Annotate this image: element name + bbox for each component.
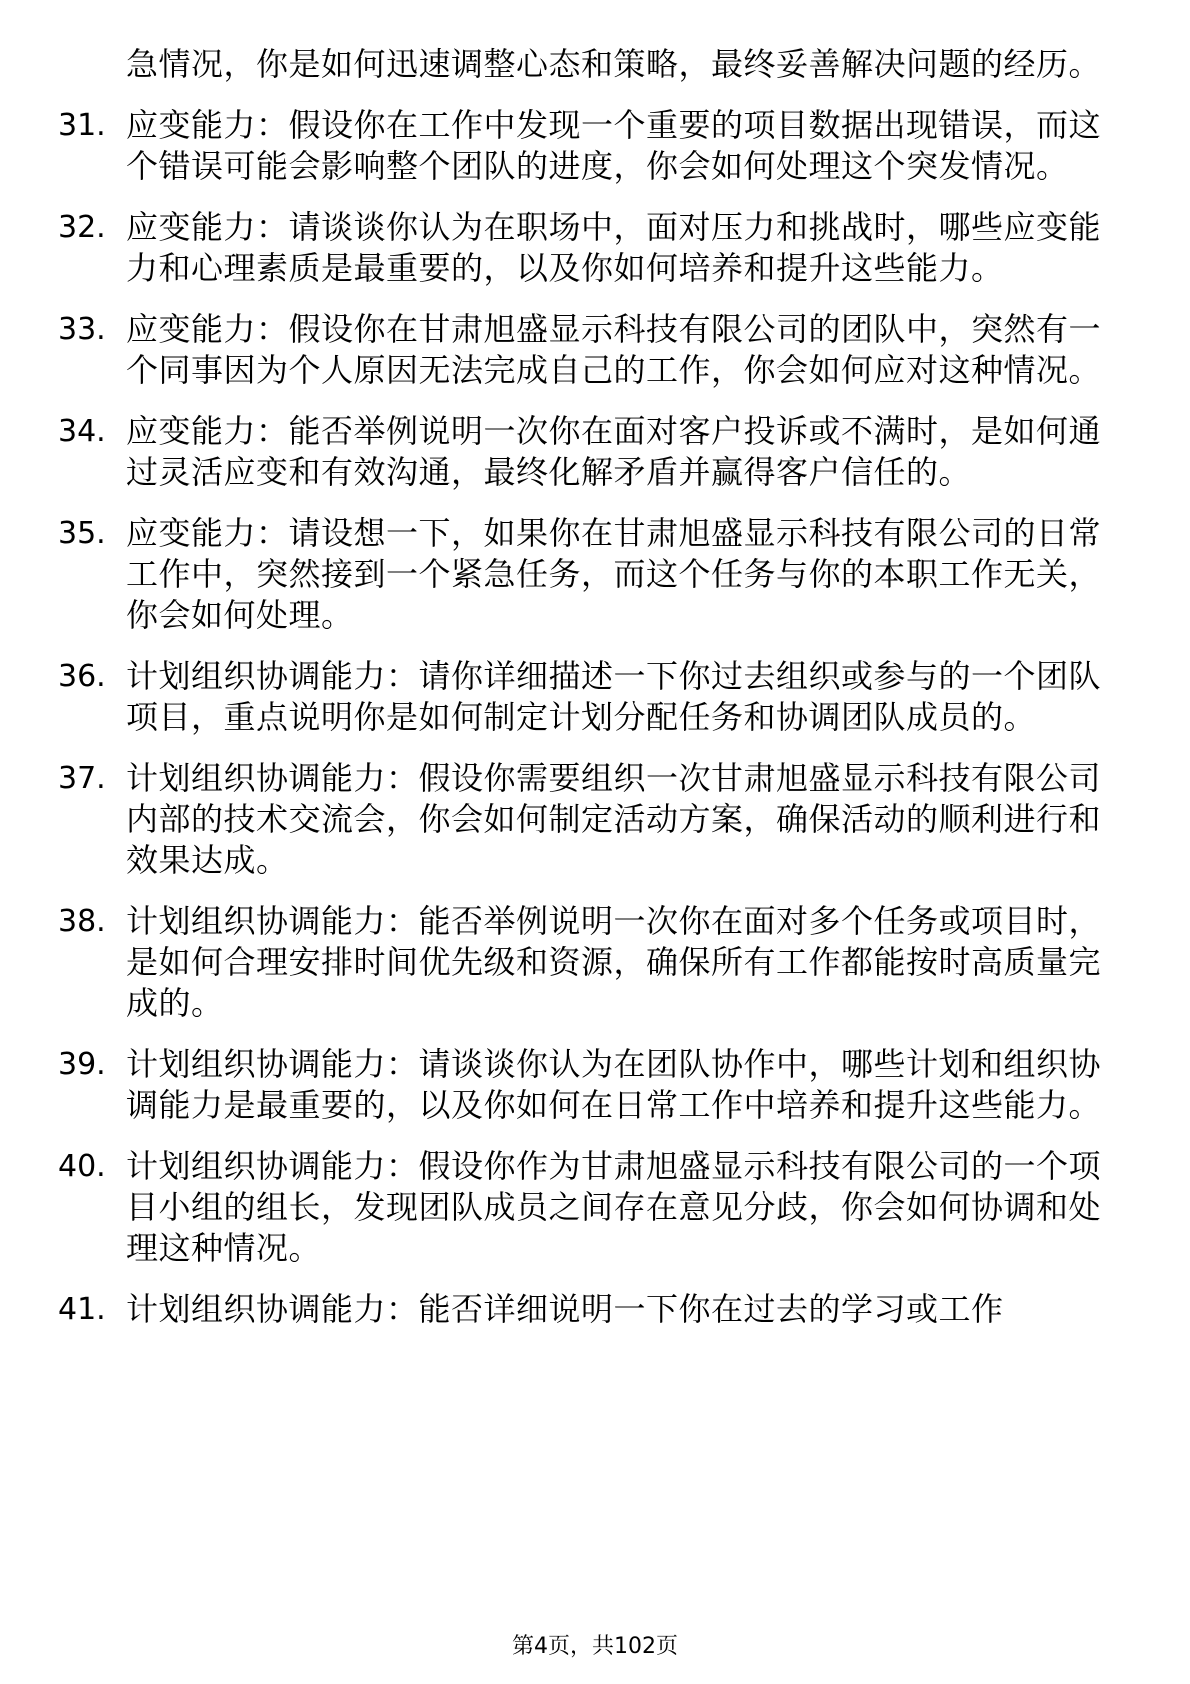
item-text: 应变能力：能否举例说明一次你在面对客户投诉或不满时，是如何通过灵活应变和有效沟通，最终化解矛盾并赢得客户信任的。 (126, 412, 1102, 491)
item-text: 计划组织协调能力：假设你作为甘肃旭盛显示科技有限公司的一个项目小组的组长，发现团队成员之间存在意见分歧，你会如何协调和处理这种情况。 (126, 1147, 1102, 1267)
list-item (0, 758, 1190, 881)
list-item (0, 901, 1190, 1024)
item-number: 40. (58, 1149, 106, 1184)
item-text: 应变能力：请谈谈你认为在职场中，面对压力和挑战时，哪些应变能力和心理素质是最重要的，以及你如何培养和提升这些能力。 (126, 208, 1102, 287)
list-item (0, 656, 1190, 738)
item-text: 急情况，你是如何迅速调整心态和策略，最终妥善解决问题的经历。 (126, 45, 1102, 83)
item-number: 35. (58, 516, 106, 551)
item-text: 应变能力：假设你在甘肃旭盛显示科技有限公司的团队中，突然有一个同事因为个人原因无法完成自己的工作，你会如何应对这种情况。 (126, 310, 1102, 389)
list-item (0, 1044, 1190, 1126)
item-number: 32. (58, 210, 106, 245)
question-list (0, 44, 1190, 1350)
item-number: 36. (58, 659, 106, 694)
item-text: 计划组织协调能力：能否举例说明一次你在面对多个任务或项目时，是如何合理安排时间优先级和资源，确保所有工作都能按时高质量完成的。 (126, 902, 1102, 1022)
item-number: 33. (58, 312, 106, 347)
item-text: 计划组织协调能力：请谈谈你认为在团队协作中，哪些计划和组织协调能力是最重要的，以及你如何在日常工作中培养和提升这些能力。 (126, 1045, 1102, 1124)
list-item (0, 411, 1190, 493)
item-text: 应变能力：请设想一下，如果你在甘肃旭盛显示科技有限公司的日常工作中，突然接到一个紧急任务，而这个任务与你的本职工作无关，你会如何处理。 (126, 514, 1102, 634)
item-text: 应变能力：假设你在工作中发现一个重要的项目数据出现错误，而这个错误可能会影响整个团队的进度，你会如何处理这个突发情况。 (126, 106, 1102, 185)
item-number: 31. (58, 108, 106, 143)
item-number: 37. (58, 761, 106, 796)
list-item (0, 309, 1190, 391)
list-item (0, 207, 1190, 289)
list-item (0, 1289, 1190, 1330)
list-item (0, 105, 1190, 187)
item-text: 计划组织协调能力：假设你需要组织一次甘肃旭盛显示科技有限公司内部的技术交流会，你会如何制定活动方案，确保活动的顺利进行和效果达成。 (126, 759, 1102, 879)
list-item (0, 513, 1190, 636)
list-item-continuation (0, 44, 1190, 85)
item-number: 38. (58, 904, 106, 939)
item-number: 39. (58, 1047, 106, 1082)
item-number: 34. (58, 414, 106, 449)
item-text: 计划组织协调能力：能否详细说明一下你在过去的学习或工作 (126, 1290, 1004, 1328)
list-item (0, 1146, 1190, 1269)
item-text: 计划组织协调能力：请你详细描述一下你过去组织或参与的一个团队项目，重点说明你是如何制定计划分配任务和协调团队成员的。 (126, 657, 1102, 736)
page-footer: 第4页，共102页 (512, 1634, 678, 1659)
item-number: 41. (58, 1292, 106, 1327)
